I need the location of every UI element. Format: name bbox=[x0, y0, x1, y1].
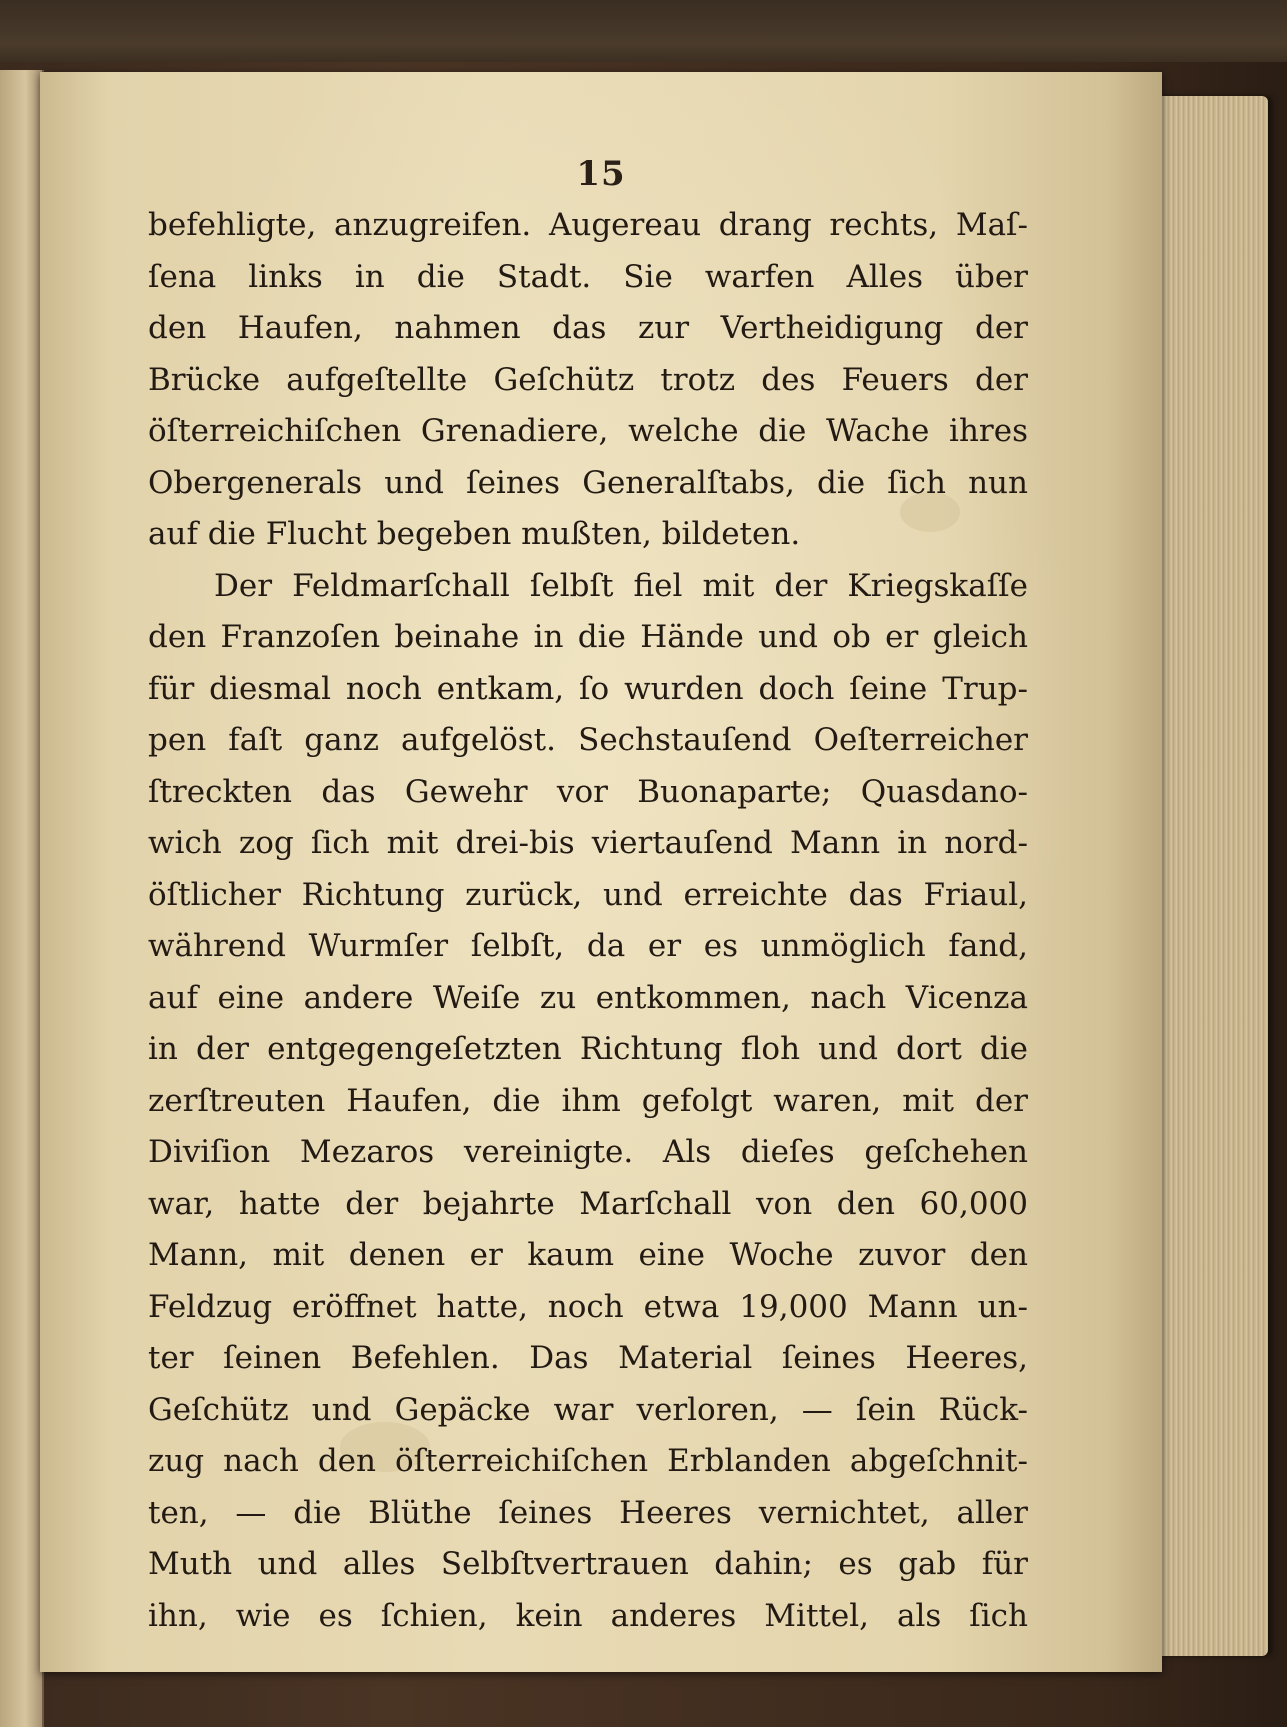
text-line: Mann, mit denen er kaum eine Woche zuvor den bbox=[148, 1237, 1028, 1273]
text-line: zug nach den öſterreichiſchen Erblanden abgeſchnit- bbox=[148, 1443, 1028, 1479]
text-line: Diviſion Mezaros vereinigte. Als dieſes geſchehen bbox=[148, 1134, 1028, 1170]
page-text bbox=[148, 200, 1028, 1642]
text-line: wich zog ſich mit drei-bis viertauſend Mann in nord- bbox=[148, 825, 1028, 861]
text-line: Muth und alles Selbſtvertrauen dahin; es gab für bbox=[148, 1546, 1028, 1582]
text-line: Feldzug eröffnet hatte, noch etwa 19,000 Mann un- bbox=[148, 1288, 1028, 1325]
left-page-edge bbox=[0, 70, 44, 1727]
page-number: 15 bbox=[576, 154, 626, 194]
text-line: auf eine andere Weiſe zu entkommen, nach Vicenza bbox=[148, 979, 1028, 1016]
text-line: zerſtreuten Haufen, die ihm gefolgt waren, mit der bbox=[148, 1082, 1028, 1119]
text-line: ten, — die Blüthe ſeines Heeres vernichtet, aller bbox=[148, 1494, 1028, 1531]
text-line: pen faſt ganz aufgelöst. Sechstauſend Oeſterreicher bbox=[148, 722, 1028, 758]
text-line: ihn, wie es ſchien, kein anderes Mittel, als ſich bbox=[148, 1597, 1028, 1634]
text-line: ſtreckten das Gewehr vor Buonaparte; Quasdano- bbox=[148, 773, 1028, 810]
text-line: ter ſeinen Befehlen. Das Material ſeines Heeres, bbox=[148, 1340, 1028, 1376]
text-line: in der entgegengeſetzten Richtung floh und dort die bbox=[148, 1031, 1028, 1067]
text-line: ſena links in die Stadt. Sie warfen Alles über bbox=[148, 258, 1028, 295]
text-line: während Wurmſer ſelbſt, da er es unmöglich fand, bbox=[148, 928, 1028, 964]
text-line: den Franzoſen beinahe in die Hände und ob er gleich bbox=[148, 619, 1028, 655]
text-line: auf die Flucht begeben mußten, bildeten. bbox=[148, 516, 801, 552]
text-line: war, hatte der bejahrte Marſchall von den 60,000 bbox=[148, 1185, 1028, 1222]
text-line: Brücke aufgeſtellte Geſchütz trotz des Feuers der bbox=[148, 361, 1028, 398]
text-line: öſterreichiſchen Grenadiere, welche die Wache ihres bbox=[148, 413, 1028, 449]
text-line: für diesmal noch entkam, ſo wurden doch ſeine Trup- bbox=[148, 670, 1028, 707]
text-line: befehligte, anzugreifen. Augereau drang rechts, Maſ- bbox=[148, 207, 1028, 243]
text-line: Geſchütz und Gepäcke war verloren, — ſein Rück- bbox=[148, 1391, 1028, 1428]
text-line: öſtlicher Richtung zurück, und erreichte das Friaul, bbox=[148, 876, 1028, 913]
book-page bbox=[40, 72, 1162, 1672]
text-line: Obergenerals und ſeines Generalſtabs, die ſich nun bbox=[148, 464, 1028, 501]
page-stack-edge bbox=[1150, 96, 1268, 1656]
text-line: den Haufen, nahmen das zur Vertheidigung der bbox=[148, 310, 1028, 346]
text-line: Der Feldmarſchall ſelbſt fiel mit der Kriegskaſſe bbox=[214, 567, 1028, 604]
